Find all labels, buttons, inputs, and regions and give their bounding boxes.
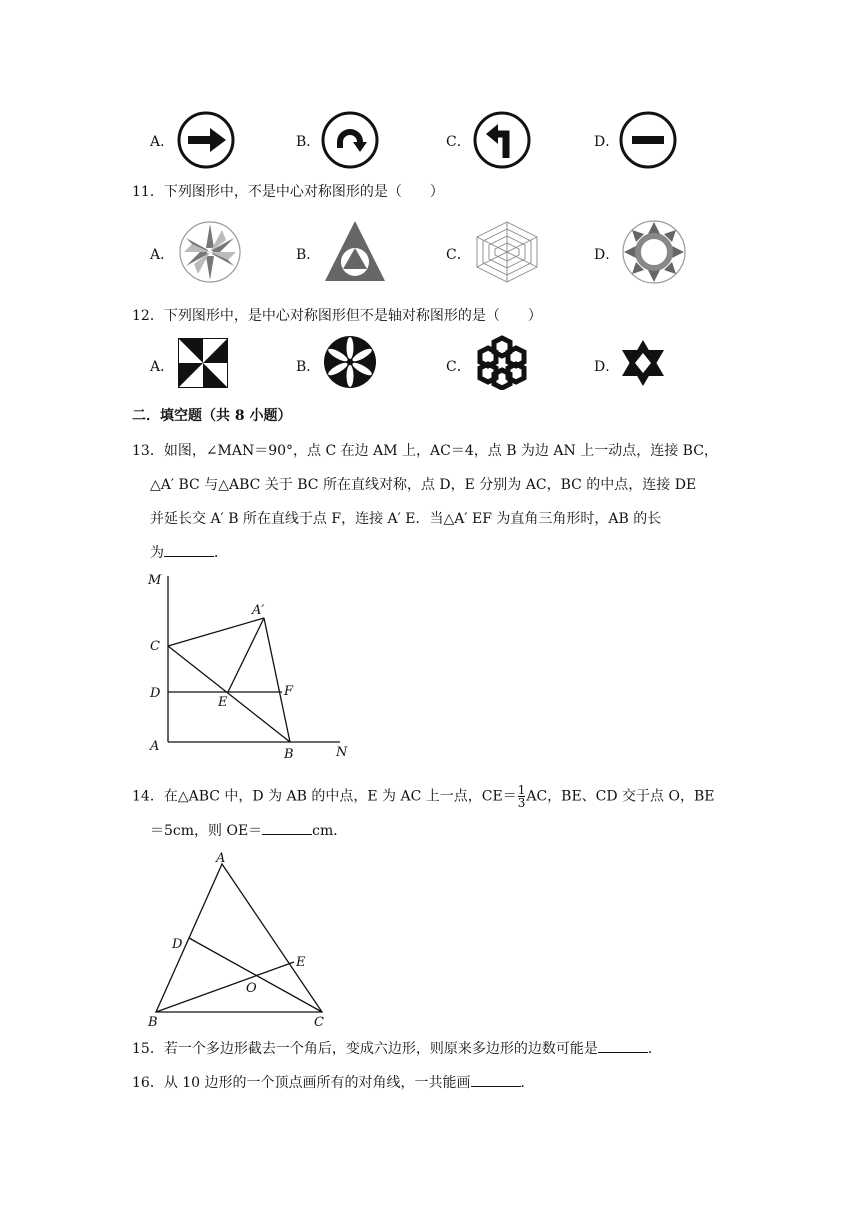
label-a: A bbox=[216, 851, 226, 866]
label-a-prime: A′ bbox=[252, 603, 265, 618]
q11-option-d-label: D． bbox=[594, 247, 620, 263]
q12-option-a-label: A． bbox=[150, 359, 175, 375]
q13-answer-blank[interactable] bbox=[164, 544, 214, 557]
label-o: O bbox=[246, 981, 257, 996]
right-arrow-sign-icon bbox=[176, 110, 236, 170]
hexagon-cluster-icon bbox=[470, 334, 534, 390]
fraction-denominator: 3 bbox=[517, 796, 526, 810]
triangle-with-circle-icon bbox=[322, 218, 388, 284]
q14-line-2-prefix: ＝5cm，则 OE＝ bbox=[150, 823, 263, 839]
q13-line-4 bbox=[150, 542, 228, 562]
fraction-one-third bbox=[518, 784, 526, 809]
no-entry-sign-icon bbox=[618, 110, 678, 170]
segment-cd bbox=[189, 938, 322, 1012]
q15-answer-blank[interactable] bbox=[598, 1040, 648, 1053]
label-a: A bbox=[150, 739, 160, 754]
q16-prefix: 16．从 10 边形的一个顶点画所有的对角线，一共能画 bbox=[132, 1075, 471, 1091]
star-of-david-icon bbox=[618, 338, 668, 388]
pinwheel-icon bbox=[178, 338, 228, 388]
q16-suffix: ． bbox=[520, 1075, 535, 1091]
q10-option-c-label: C． bbox=[446, 134, 471, 150]
segment-a-prime-e bbox=[228, 618, 264, 692]
q14-figure bbox=[140, 848, 340, 1028]
label-c: C bbox=[150, 639, 160, 654]
q13-line-4-prefix: 为 bbox=[150, 545, 164, 561]
octagram-ring-icon bbox=[620, 218, 688, 286]
segment-a-prime-b bbox=[264, 618, 290, 742]
q10-option-a-label: A． bbox=[150, 134, 175, 150]
label-m: M bbox=[148, 573, 162, 588]
q13-line-4-suffix: ． bbox=[214, 545, 228, 561]
segment-cb bbox=[168, 646, 290, 742]
q15-prefix: 15．若一个多边形截去一个角后，变成六边形，则原来多边形的边数可能是 bbox=[132, 1041, 598, 1057]
segment-ca-prime bbox=[168, 618, 264, 646]
q13-line-2: △A′ BC 与△ABC 关于 BC 所在直线对称，点 D，E 分别为 AC，BC 的中点，连接 DE bbox=[150, 477, 697, 493]
q14-line-2-suffix: cm． bbox=[312, 823, 348, 839]
q13-figure bbox=[140, 570, 360, 760]
q14-line-2 bbox=[150, 820, 347, 840]
q11-option-c-label: C． bbox=[446, 247, 471, 263]
q15-suffix: ． bbox=[647, 1041, 662, 1057]
q14-line-1 bbox=[132, 784, 715, 809]
label-f: F bbox=[284, 684, 294, 699]
label-e: E bbox=[296, 955, 306, 970]
six-petal-star-icon bbox=[178, 220, 242, 284]
label-c: C bbox=[314, 1015, 324, 1028]
q16-line bbox=[132, 1072, 535, 1092]
q12-option-b-label: B． bbox=[296, 359, 321, 375]
q11-option-b-label: B． bbox=[296, 247, 321, 263]
q13-line-3: 并延长交 A′ B 所在直线于点 F，连接 A′ E．当△A′ EF 为直角三角形时，AB 的长 bbox=[150, 511, 662, 527]
label-d: D bbox=[172, 937, 183, 952]
label-d: D bbox=[150, 686, 161, 701]
q10-option-b-label: B． bbox=[296, 134, 321, 150]
q14-answer-blank[interactable] bbox=[262, 822, 312, 835]
q12-option-c-label: C． bbox=[446, 359, 471, 375]
label-b: B bbox=[148, 1015, 158, 1028]
q10-option-d-label: D． bbox=[594, 134, 620, 150]
label-e: E bbox=[218, 695, 228, 710]
segment-be bbox=[156, 962, 294, 1012]
q14-line-1-prefix: 14．在△ABC 中，D 为 AB 的中点，E 为 AC 上一点，CE＝ bbox=[132, 788, 517, 805]
q16-answer-blank[interactable] bbox=[471, 1074, 521, 1087]
hexagon-web-icon bbox=[472, 220, 542, 284]
q13-line-1: 13．如图，∠MAN＝90°，点 C 在边 AM 上，AC＝4，点 B 为边 AN 上一动点，连接 BC， bbox=[132, 443, 718, 459]
q14-line-1-suffix: AC，BE、CD 交于点 O，BE bbox=[526, 788, 715, 805]
label-n: N bbox=[336, 745, 348, 760]
q11-option-a-label: A． bbox=[150, 247, 175, 263]
u-turn-sign-icon bbox=[320, 110, 380, 170]
q15-line bbox=[132, 1038, 662, 1058]
flower-circle-icon bbox=[322, 334, 378, 390]
turn-left-sign-icon bbox=[472, 110, 532, 170]
label-b: B bbox=[284, 747, 294, 760]
q12-option-d-label: D． bbox=[594, 359, 620, 375]
q12-stem: 12．下列图形中，是中心对称图形但不是轴对称图形的是（ ） bbox=[132, 308, 542, 324]
q11-stem: 11．下列图形中，不是中心对称图形的是（ ） bbox=[132, 184, 444, 200]
fraction-numerator: 1 bbox=[517, 783, 526, 797]
section-heading: 二．填空题（共 8 小题） bbox=[132, 408, 292, 424]
